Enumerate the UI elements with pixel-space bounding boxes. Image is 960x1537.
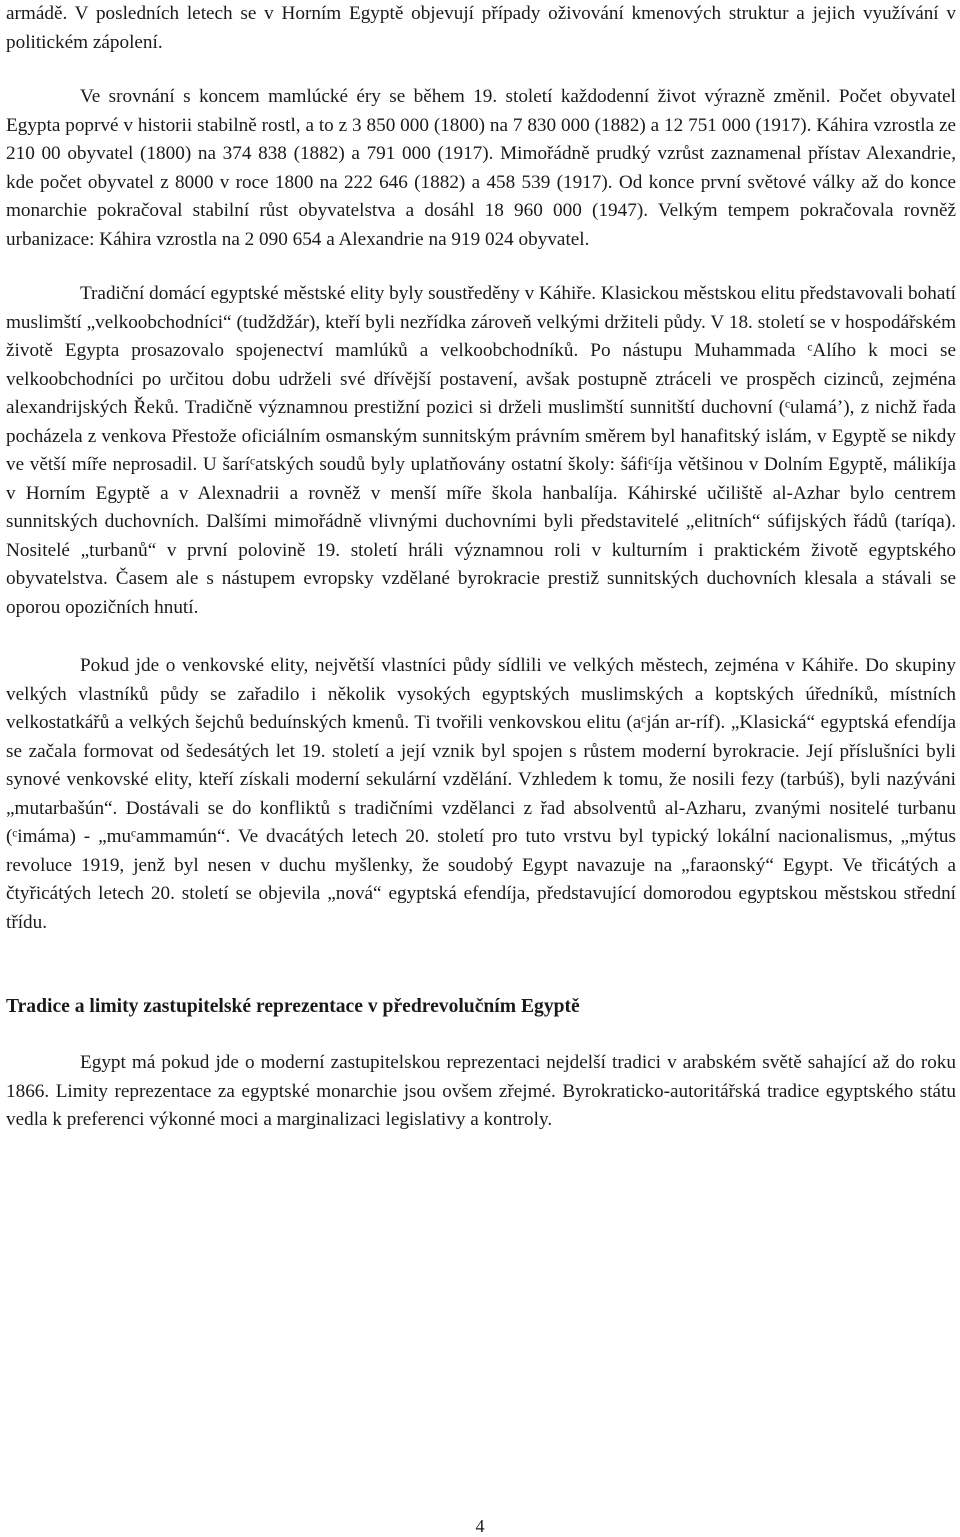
paragraph-urban-elites: Tradiční domácí egyptské městské elity byly soustředěny v Káhiře. Klasickou městskou elitu představovali bohatí muslimští „velkoobchodníci“ (tudždžár), kteří byli nezřídka zároveň velkými držiteli půdy. V 18. století se v hospodářském životě Egypta prosazovalo spojenectví mamlúků a velkoobchodníků. Po nástupu Muhammada ᶜAlího k moci se velkoobchodníci po určitou dobu udrželi své dřívější postavení, avšak postupně ztráceli ve prospěch cizinců, zejména alexandrijských Řeků. Tradičně významnou prestižní pozici si drželi muslimští sunnitští duchovní (ᶜulamá’), z nichž řada pocházela z venkova Přestože oficiálním osmanským sunnitským právním směrem byl hanafitský islám, v Egyptě se nikdy ve větší míře neprosadil. U šaríᶜatských soudů byly uplatňovány ostatní školy: šáfiᶜíja většinou v Dolním Egyptě, málikíja v Horním Egyptě a v Alexnadrii a rovněž v menší míře škola hanbalíja. Káhirské učiliště al-Azhar bylo centrem sunnitských duchovních. Dalšími mimořádně vlivnými duchovními byli představitelé „elitních“ súfijských řádů (taríqa). Nositelé „turbanů“ v první polovině 19. století hráli významnou roli v kulturním i praktickém životě egyptského obyvatelstva. Časem ale s nástupem evropsky vzdělané byrokracie prestiž sunnitských duchovních klesala a stávali se oporou opozičních hnutí.: [6, 283, 956, 618]
paragraph-rural-elites: Pokud jde o venkovské elity, největší vlastníci půdy sídlili ve velkých městech, zejména v Káhiře. Do skupiny velkých vlastníků půdy se zařadilo i několik vysokých egyptských muslimských a koptských úředníků, místních velkostatkářů a velkých šejchů beduínských kmenů. Ti tvořili venkovskou elitu (aᶜján ar-ríf). „Klasická“ egyptská efendíja se začala formovat od šedesátých let 19. století a její vznik byl spojen s růstem moderní byrokracie. Její příslušníci byli synové venkovské elity, kteří získali moderní sekulární vzdělání. Vzhledem k tomu, že nosili fezy (tarbúš), byli nazýváni „mutarbašún“. Dostávali se do konfliktů s tradičními vzdělanci z řad absolventů al-Azharu, zvanými nositelé turbanu (ᶜimáma) - „muᶜammamún“. Ve dvacátých letech 20. století pro tuto vrstvu byl typický lokální nacionalismus, „mýtus revoluce 1919, jenž byl nesen v duchu myšlenky, že soudobý Egypt navazuje na „faraonský“ Egypt. Ve třicátých a čtyřicátých letech 20. století se objevila „nová“ egyptská efendíja, představující domorodou egyptskou městskou střední třídu.: [6, 655, 956, 933]
paragraph-population-growth: Ve srovnání s koncem mamlúcké éry se během 19. století každodenní život výrazně změnil. Počet obyvatel Egypta poprvé v historii stabilně rostl, a to z 3 850 000 (1800) na 7 830 000 (1882) a 12 751 000 (1917). Káhira vzrostla ze 210 00 obyvatel (1800) na 374 838 (1882) a 791 000 (1917). Mimořádně prudký vzrůst zaznamenal přístav Alexandrie, kde počet obyvatel z 8000 v roce 1800 na 222 646 (1882) a 458 539 (1917). Od konce první světové války až do konce monarchie pokračoval stabilní růst obyvatelstva a dosáhl 18 960 000 (1947). Velkým tempem pokračovala rovněž urbanizace: Káhira vzrostla na 2 090 654 a Alexandrie na 919 024 obyvatel.: [6, 86, 956, 250]
page-number: 4: [475, 1516, 485, 1536]
paragraph-gap: [6, 622, 956, 652]
heading-gap: [6, 1021, 956, 1049]
paragraph-gap: [6, 57, 956, 83]
document-page: [6, 0, 956, 1135]
paragraph-tribal-structures: armádě. V posledních letech se v Horním Egyptě objevují případy oživování kmenových struktur a jejich využívání v politickém zápolení.: [6, 3, 956, 53]
section-gap: [6, 937, 956, 993]
paragraph-gap: [6, 254, 956, 280]
paragraph-representation: Egypt má pokud jde o moderní zastupitelskou reprezentaci nejdelší tradici v arabském světě sahající až do roku 1866. Limity reprezentace za egyptské monarchie jsou ovšem zřejmé. Byrokraticko-autoritářská tradice egyptského státu vedla k preferenci výkonné moci a marginalizaci legislativy a kontroly.: [6, 1052, 956, 1130]
section-heading: Tradice a limity zastupitelské reprezentace v předrevolučním Egyptě: [6, 996, 580, 1017]
